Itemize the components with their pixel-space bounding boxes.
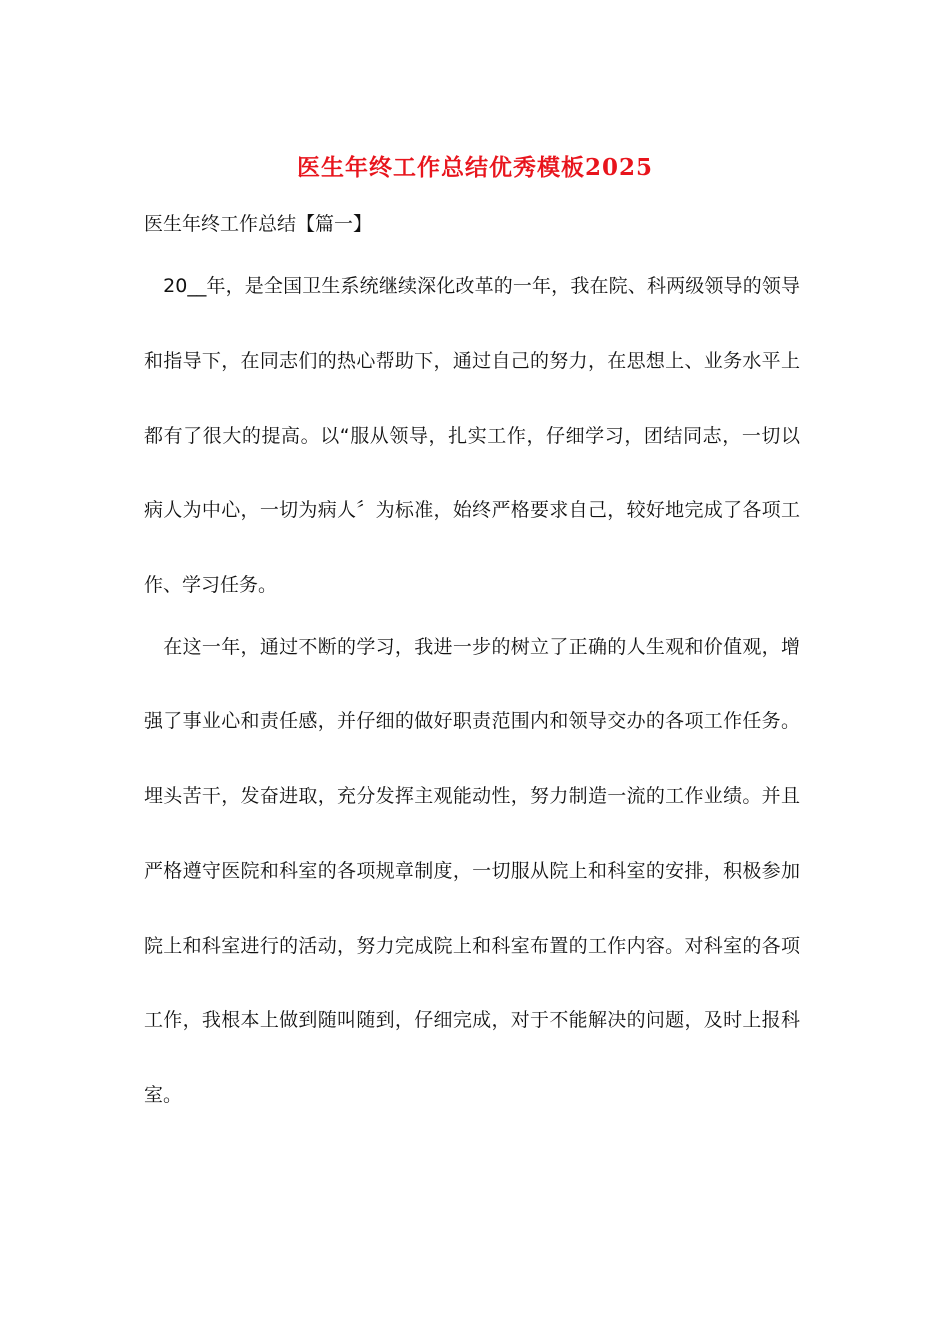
paragraph-line: 20__年，是全国卫生系统继续深化改革的一年，我在院、科两级领导的领导: [144, 275, 800, 297]
paragraph-line: 工作，我根本上做到随叫随到，仔细完成，对于不能解决的问题，及时上报科: [144, 1009, 800, 1031]
paragraph-line: 病人为中心，一切为病人〞为标准，始终严格要求自己，较好地完成了各项工: [144, 499, 800, 521]
paragraph-line: 作、学习任务。: [144, 574, 278, 596]
paragraph-line: 强了事业心和责任感，并仔细的做好职责范围内和领导交办的各项工作任务。: [144, 710, 800, 732]
paragraph-line: 严格遵守医院和科室的各项规章制度，一切服从院上和科室的安排，积极参加: [144, 860, 800, 882]
paragraph-line: 都有了很大的提高。以“服从领导，扎实工作，仔细学习，团结同志，一切以: [144, 425, 800, 447]
section-heading: 医生年终工作总结【篇一】: [144, 213, 373, 235]
paragraph-line: 埋头苦干，发奋进取，充分发挥主观能动性，努力制造一流的工作业绩。并且: [144, 785, 800, 807]
paragraph-line: 院上和科室进行的活动，努力完成院上和科室布置的工作内容。对科室的各项: [144, 935, 800, 957]
paragraph-line: 室。: [144, 1084, 183, 1106]
document-title: 医生年终工作总结优秀模板2025: [296, 154, 653, 181]
paragraph-line: 在这一年，通过不断的学习，我进一步的树立了正确的人生观和价值观，增: [144, 636, 800, 658]
paragraph-line: 和指导下，在同志们的热心帮助下，通过自己的努力，在思想上、业务水平上: [144, 350, 800, 372]
